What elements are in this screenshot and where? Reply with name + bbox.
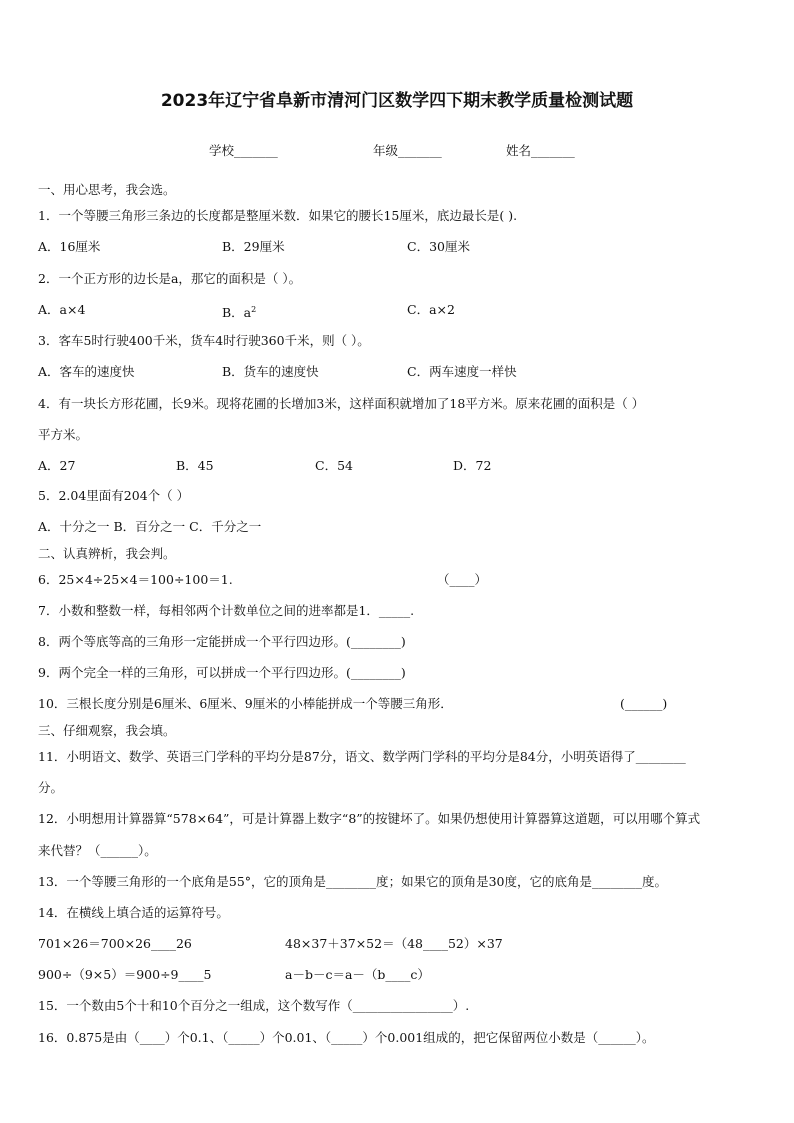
section-heading-1: 一、用心思考，我会选。 [38, 182, 176, 197]
q4-option-d: D．72 [453, 458, 492, 473]
question-8: 8．两个等底等高的三角形一定能拼成一个平行四边形。(________) [38, 634, 406, 649]
q14-expr-3: 900÷（9×5）＝900÷9____5 [38, 967, 212, 982]
grade-field: 年级_______ [373, 143, 442, 158]
question-16: 16．0.875是由（____）个0.1、（_____）个0.01、（_____）个0.001组成的，把它保留两位小数是（______）。 [38, 1030, 655, 1045]
question-11: 11．小明语文、数学、英语三门学科的平均分是87分，语文、数学两门学科的平均分是84分，小明英语得了________ [38, 749, 686, 764]
q14-expr-4: a－b－c＝a－（b____c） [285, 967, 430, 982]
q1-option-c: C．30厘米 [407, 239, 470, 254]
q3-option-c: C．两车速度一样快 [407, 364, 517, 379]
section-heading-2: 二、认真辨析，我会判。 [38, 546, 176, 561]
page-title: 2023年辽宁省阜新市清河门区数学四下期末教学质量检测试题 [160, 91, 634, 111]
question-4: 4．有一块长方形花圃，长9米。现将花圃的长增加3米，这样面积就增加了18平方米。原来花圃的面积是（ ） [38, 396, 645, 411]
q6-answer-blank: （____） [437, 572, 488, 587]
q3-option-a: A．客车的速度快 [38, 364, 135, 379]
question-6: 6．25×4÷25×4＝100÷100＝1. [38, 572, 233, 587]
q2-option-b: B．$a^2$ [222, 305, 257, 321]
question-10: 10．三根长度分别是6厘米、6厘米、9厘米的小棒能拼成一个等腰三角形． [38, 696, 453, 711]
question-2: 2．一个正方形的边长是a，那它的面积是（ ）。 [38, 271, 302, 286]
section-heading-3: 三、仔细观察，我会填。 [38, 723, 176, 738]
q1-option-b: B．29厘米 [222, 239, 285, 254]
question-12: 12．小明想用计算器算“578×64”，可是计算器上数字“8”的按键坏了。如果仍想使用计算器算这道题，可以用哪个算式 [38, 811, 701, 826]
q2-option-c: C．a×2 [407, 302, 455, 317]
question-11-cont: 分。 [38, 780, 64, 795]
question-1: 1．一个等腰三角形三条边的长度都是整厘米数．如果它的腰长15厘米，底边最长是( ). [38, 208, 518, 223]
q10-answer-blank: (______) [620, 696, 668, 711]
name-field: 姓名_______ [506, 143, 575, 158]
question-3: 3．客车5时行驶400千米，货车4时行驶360千米，则（ ）。 [38, 333, 370, 348]
q4-option-b: B．45 [176, 458, 214, 473]
question-13: 13．一个等腰三角形的一个底角是55°，它的顶角是________度；如果它的顶角是30度，它的底角是________度。 [38, 874, 667, 889]
q14-expr-1: 701×26＝700×26____26 [38, 936, 192, 951]
q4-option-a: A．27 [38, 458, 76, 473]
q4-option-c: C．54 [315, 458, 353, 473]
q5-options: A．十分之一 B．百分之一 C．千分之一 [38, 519, 262, 534]
question-4-cont: 平方米。 [38, 427, 89, 442]
school-field: 学校_______ [209, 143, 278, 158]
question-14: 14．在横线上填合适的运算符号。 [38, 905, 229, 920]
question-5: 5．2.04里面有204个（ ） [38, 488, 190, 503]
q3-option-b: B．货车的速度快 [222, 364, 319, 379]
question-15: 15．一个数由5个十和10个百分之一组成，这个数写作（________________）. [38, 998, 470, 1013]
q2-option-a: A．a×4 [38, 302, 86, 317]
question-12-cont: 来代替？（______）。 [38, 843, 157, 858]
q14-expr-2: 48×37＋37×52＝（48____52）×37 [285, 936, 503, 951]
q1-option-a: A．16厘米 [38, 239, 101, 254]
question-7: 7．小数和整数一样，每相邻两个计数单位之间的进率都是1．_____. [38, 603, 415, 618]
question-9: 9．两个完全一样的三角形，可以拼成一个平行四边形。(________) [38, 665, 406, 680]
